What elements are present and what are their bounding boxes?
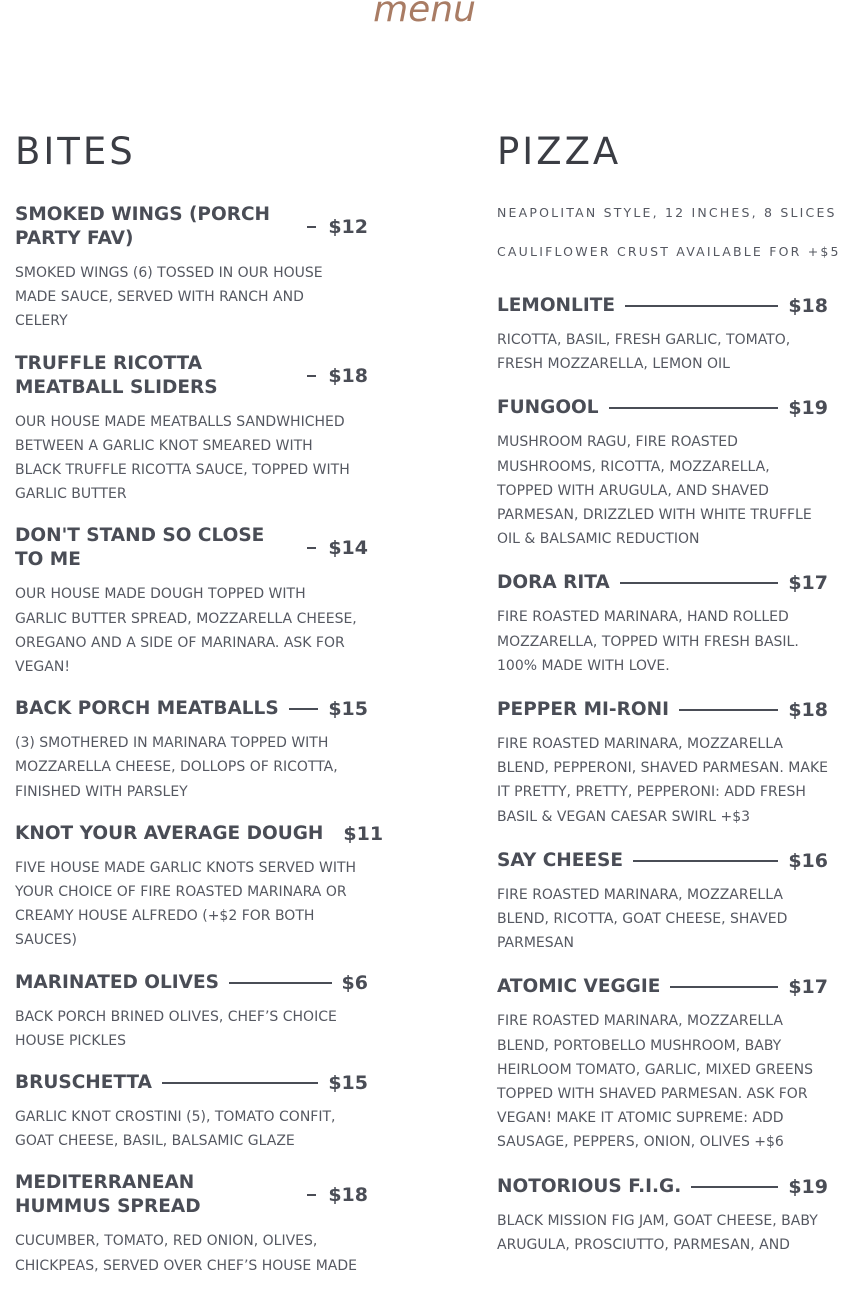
menu-item-bruschetta	[15, 1071, 368, 1153]
item-price: $15	[328, 1072, 368, 1095]
item-price: $18	[788, 699, 828, 722]
item-description: RICOTTA, BASIL, FRESH GARLIC, TOMATO, FRESH MOZZARELLA, LEMON OIL	[497, 332, 791, 373]
menu-item-truffle-sliders	[15, 352, 368, 507]
item-name: TRUFFLE RICOTTA MEATBALL SLIDERS	[15, 352, 218, 398]
item-description: (3) SMOTHERED IN MARINARA TOPPED WITH MOZZARELLA CHEESE, DOLLOPS OF RICOTTA, FINISHED WITH PARSLEY	[15, 735, 338, 800]
item-name: MARINATED OLIVES	[15, 971, 219, 993]
pizza-section	[497, 128, 841, 1277]
item-name: DON'T STAND SO CLOSE TO ME	[15, 525, 265, 571]
item-description: BACK PORCH BRINED OLIVES, CHEF’S CHOICE HOUSE PICKLES	[15, 1008, 337, 1049]
item-price: $11	[343, 822, 384, 845]
leader-line	[609, 407, 779, 409]
item-price: $19	[788, 397, 828, 420]
item-description: OUR HOUSE MADE MEATBALLS SANDWHICHED BETWEEN A GARLIC KNOT SMEARED WITH BLACK TRUFFLE RICOTTA SAUCE, TOPPED WITH GARLIC BUTTER	[15, 413, 350, 503]
pizza-note: NEAPOLITAN STYLE, 12 INCHES, 8 SLICES	[497, 205, 837, 220]
pizza-note: CAULIFLOWER CRUST AVAILABLE FOR +$5	[497, 244, 841, 259]
menu-item-say-cheese	[497, 849, 828, 956]
item-name: PEPPER MI-RONI	[497, 699, 669, 721]
leader-line	[162, 1082, 318, 1084]
item-price: $14	[328, 537, 368, 560]
menu-item-atomic-veggie	[497, 975, 828, 1154]
item-description: BLACK MISSION FIG JAM, GOAT CHEESE, BABY ARUGULA, PROSCIUTTO, PARMESAN, AND	[497, 1212, 818, 1253]
item-description: FIVE HOUSE MADE GARLIC KNOTS SERVED WITH YOUR CHOICE OF FIRE ROASTED MARINARA OR CREAMY HOUSE ALFREDO (+$2 FOR BOTH SAUCES)	[15, 859, 357, 949]
menu-item-dont-stand	[15, 524, 368, 679]
leader-line	[633, 860, 778, 862]
item-name: SMOKED WINGS (PORCH PARTY FAV)	[15, 204, 270, 249]
pizza-title: PIZZA	[497, 130, 622, 173]
item-price: $18	[328, 1184, 368, 1207]
bites-section	[15, 128, 384, 1296]
leader-line	[691, 1186, 778, 1188]
item-name: BACK PORCH MEATBALLS	[15, 698, 279, 720]
item-name: DORA RITA	[497, 572, 610, 594]
item-price: $16	[788, 849, 828, 872]
item-description: FIRE ROASTED MARINARA, MOZZARELLA BLEND, PEPPERONI, SHAVED PARMESAN. MAKE IT PRETTY, PRETTY, PEPPERONI: ADD FRESH BASIL & VEGAN CAESAR SWIRL +$3	[497, 736, 828, 825]
item-price: $18	[328, 364, 368, 387]
item-description: SMOKED WINGS (6) TOSSED IN OUR HOUSE MADE SAUCE, SERVED WITH RANCH AND CELERY	[15, 265, 323, 330]
item-price: $19	[788, 1175, 828, 1198]
item-name: MEDITERRANEAN HUMMUS SPREAD	[15, 1172, 201, 1218]
item-price: $6	[341, 971, 368, 994]
item-description: FIRE ROASTED MARINARA, HAND ROLLED MOZZARELLA, TOPPED WITH FRESH BASIL. 100% MADE WITH LOVE.	[497, 609, 799, 674]
menu-item-notorious-fig	[497, 1175, 828, 1257]
item-price: $17	[788, 976, 828, 999]
item-name: LEMONLITE	[497, 295, 615, 316]
item-description: CUCUMBER, TOMATO, RED ONION, OLIVES, CHICKPEAS, SERVED OVER CHEF’S HOUSE MADE	[15, 1233, 358, 1274]
item-name: FUNGOOL	[497, 397, 599, 419]
item-description: FIRE ROASTED MARINARA, MOZZARELLA BLEND, RICOTTA, GOAT CHEESE, SHAVED PARMESAN	[497, 886, 788, 952]
item-price: $18	[788, 295, 828, 317]
menu-item-smoked-wings	[15, 203, 368, 334]
leader-line	[625, 305, 778, 307]
item-name: SAY CHEESE	[497, 849, 624, 871]
leader-line	[679, 709, 778, 711]
menu-title: menu	[373, 0, 476, 30]
menu-item-meatballs	[15, 697, 368, 804]
item-price: $12	[328, 216, 368, 238]
item-price: $15	[328, 698, 368, 721]
menu-item-knot-dough	[15, 822, 384, 953]
item-description: GARLIC KNOT CROSTINI (5), TOMATO CONFIT, GOAT CHEESE, BASIL, BALSAMIC GLAZE	[15, 1109, 336, 1150]
menu-item-pepper-mi-roni	[497, 698, 828, 829]
item-description: FIRE ROASTED MARINARA, MOZZARELLA BLEND, PORTOBELLO MUSHROOM, BABY HEIRLOOM TOMATO, GARLIC, MIXED GREENS TOPPED WITH SHAVED PARMESAN. ASK FOR VEGAN! MAKE IT ATOMIC SUPREME: ADD SAUSAGE, PEPPERS, ONION, OLIVES +$6	[497, 1013, 813, 1151]
menu-item-olives	[15, 971, 368, 1053]
menu-item-dora-rita	[497, 571, 828, 678]
leader-line	[307, 1194, 316, 1196]
leader-line	[307, 375, 316, 377]
leader-line	[289, 708, 319, 710]
item-name: KNOT YOUR AVERAGE DOUGH	[15, 822, 324, 844]
item-name: BRUSCHETTA	[15, 1072, 152, 1094]
item-name: ATOMIC VEGGIE	[497, 976, 661, 998]
leader-line	[229, 982, 332, 984]
bites-title: BITES	[15, 130, 136, 173]
leader-line	[307, 226, 316, 228]
item-description: OUR HOUSE MADE DOUGH TOPPED WITH GARLIC BUTTER SPREAD, MOZZARELLA CHEESE, OREGANO AND A SIDE OF MARINARA. ASK FOR VEGAN!	[15, 586, 357, 676]
menu-item-fungool	[497, 396, 828, 551]
menu-item-hummus	[15, 1171, 368, 1277]
leader-line	[307, 547, 316, 549]
leader-line	[670, 986, 778, 988]
item-description: MUSHROOM RAGU, FIRE ROASTED MUSHROOMS, RICOTTA, MOZZARELLA, TOPPED WITH ARUGULA, AND SHAVED PARMESAN, DRIZZLED WITH WHITE TRUFFLE OIL & BALSAMIC REDUCTION	[497, 434, 812, 548]
leader-line	[620, 582, 779, 584]
menu-item-lemonlite	[497, 294, 828, 376]
item-price: $17	[788, 572, 828, 595]
item-name: NOTORIOUS F.I.G.	[497, 1175, 682, 1197]
